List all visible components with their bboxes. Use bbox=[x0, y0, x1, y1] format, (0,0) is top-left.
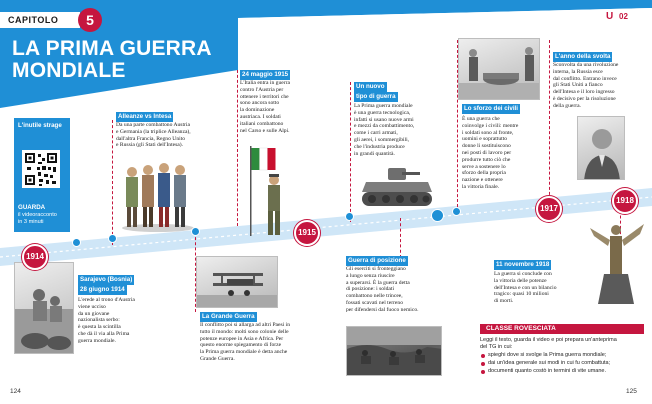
text-line: ottenere i territori che bbox=[240, 93, 289, 100]
text-line: gli aerei, i sommergibili, bbox=[354, 136, 410, 143]
alleanze-text bbox=[116, 122, 236, 149]
sarajevo-photo bbox=[14, 262, 74, 354]
connector-maggio bbox=[237, 70, 238, 226]
text-line: viene ucciso bbox=[78, 303, 106, 310]
text-line: questo enorme spiegamento di forze bbox=[200, 342, 282, 349]
grande-guerra-text bbox=[200, 322, 342, 363]
maggio-text bbox=[240, 80, 330, 134]
text-line: guerra mondiale. bbox=[78, 337, 116, 344]
alleanze-illustration bbox=[118, 152, 198, 232]
text-line: della guerra. bbox=[553, 102, 581, 109]
timeline-dot bbox=[345, 212, 354, 221]
soldiers-illustration-icon bbox=[118, 152, 198, 232]
text-line: italiani combattono bbox=[240, 120, 284, 127]
text-line: Gli eserciti si fronteggiano bbox=[346, 266, 406, 272]
text-line: nazionalista serbo: bbox=[78, 317, 120, 324]
qr-code[interactable] bbox=[22, 150, 60, 188]
unit-number: 02 bbox=[619, 12, 628, 21]
text-line: serve a sostenere lo bbox=[462, 163, 506, 170]
text-line: produrre tutto ciò che bbox=[462, 156, 511, 163]
monument-illustration bbox=[584, 214, 648, 304]
text-line: i soldati sono al fronte, bbox=[462, 129, 514, 136]
text-line: la Prima guerra mondiale è detta anche bbox=[200, 349, 288, 356]
text-line: interna, la Russia esce bbox=[553, 68, 603, 75]
tank-illustration bbox=[358, 164, 438, 214]
novembre-text bbox=[494, 271, 586, 305]
text-line: che l'industria produce bbox=[354, 143, 405, 150]
alleanze-tag: Alleanze vs Intesa bbox=[118, 113, 172, 120]
text-line: austriaca. I soldati bbox=[240, 113, 281, 120]
timeline-dot bbox=[431, 209, 444, 222]
text-line: gli Stati Uniti a fianco bbox=[553, 82, 603, 89]
text-line: La guerra si conclude con bbox=[494, 271, 552, 277]
workers-illustration-icon bbox=[459, 39, 540, 100]
portrait-icon bbox=[578, 117, 625, 180]
page-number-left: 124 bbox=[10, 388, 21, 395]
guarda-text-1: il videoracconto bbox=[18, 212, 57, 218]
timeline-dot bbox=[108, 234, 117, 243]
text-line: che dà il via alla Prima bbox=[78, 330, 130, 337]
text-line: di morti. bbox=[494, 298, 514, 305]
nuovo-tag-2: tipo di guerra bbox=[356, 93, 396, 100]
guarda-text-2: in 3 minuti bbox=[18, 219, 44, 225]
text-line: contro l'Austria per bbox=[240, 86, 284, 93]
soldier-flag-illustration bbox=[244, 140, 294, 240]
nuovo-text bbox=[354, 103, 450, 157]
text-line: nei posti di lavoro per bbox=[462, 149, 512, 156]
text-line: potenze europee in Asia e Africa. Per bbox=[200, 335, 284, 342]
civili-photo bbox=[458, 38, 540, 100]
biplane-illustration-icon bbox=[197, 257, 278, 308]
title-line-2: MONDIALE bbox=[12, 59, 126, 82]
classe-intro-2: del TG in cui: bbox=[480, 344, 513, 350]
text-line: È una guerra che bbox=[462, 116, 500, 122]
text-line: L'erede al trono d'Austria bbox=[78, 297, 135, 303]
page-number-right: 125 bbox=[626, 388, 637, 395]
text-line: è decisivo per la risoluzione bbox=[553, 95, 616, 102]
text-line: dell'Intesa e con un bilancio bbox=[494, 284, 557, 291]
classe-item: spieghi dove si svolge la Prima guerra mondiale; bbox=[488, 352, 607, 358]
sidebar-header: L'inutile strage bbox=[18, 122, 62, 129]
text-line: come i carri armati, bbox=[354, 130, 398, 137]
sarajevo-tag-1: Sarajevo (Bosnia) bbox=[80, 276, 133, 283]
text-line: per difendersi dal fuoco nemico. bbox=[346, 306, 419, 313]
text-line: dal conflitto. Entrano invece bbox=[553, 75, 617, 82]
tank-icon bbox=[358, 164, 438, 214]
unit-letter: U bbox=[606, 11, 614, 22]
timeline-dot bbox=[191, 227, 200, 236]
trench-photo bbox=[346, 326, 442, 376]
text-line: e Russia (gli Stati dell'Intesa). bbox=[116, 142, 184, 149]
qr-code-icon bbox=[22, 150, 60, 188]
novembre-tag: 11 novembre 1918 bbox=[496, 261, 550, 268]
text-line: la vittoria delle potenze bbox=[494, 277, 547, 284]
year-1915: 1915 bbox=[294, 220, 320, 246]
text-line: dall'altra Francia, Regno Unito bbox=[116, 135, 186, 142]
section-title: Il mondo in guerra bbox=[535, 14, 592, 21]
text-line: da un giovane bbox=[78, 310, 110, 317]
connector-1917 bbox=[549, 40, 550, 200]
victory-monument-icon bbox=[584, 214, 648, 304]
posizione-tag: Guerra di posizione bbox=[348, 257, 406, 264]
svolta-portrait bbox=[577, 116, 625, 180]
text-line: tragico: quasi 10 milioni bbox=[494, 291, 549, 298]
text-line: Grande Guerra. bbox=[200, 355, 235, 362]
title-line-1: LA PRIMA GUERRA bbox=[12, 37, 212, 60]
text-line: a superarsi. È la guerra detta bbox=[346, 279, 410, 286]
text-line: dell'Intesa e il loro ingresso bbox=[553, 89, 615, 96]
civili-tag: Lo sforzo dei civili bbox=[464, 105, 518, 112]
year-1918: 1918 bbox=[612, 188, 638, 214]
italian-soldier-icon bbox=[244, 140, 294, 240]
text-line: di posizione: i soldati bbox=[346, 286, 395, 293]
svolta-text bbox=[553, 62, 649, 110]
chapter-label: CAPITOLO bbox=[8, 15, 59, 25]
text-line: L'Italia entra in guerra bbox=[240, 80, 290, 86]
text-line: è una guerra tecnologica, bbox=[354, 109, 411, 116]
sarajevo-illustration-icon bbox=[15, 263, 74, 354]
text-line: infatti si usano nuove armi bbox=[354, 116, 414, 123]
text-line: sono ancora sotto bbox=[240, 100, 280, 107]
text-line: la vittoria finale. bbox=[462, 183, 500, 190]
grande-guerra-tag: La Grande Guerra bbox=[202, 313, 255, 320]
text-line: fossati scavati nel terreno bbox=[346, 299, 404, 306]
civili-text bbox=[462, 116, 548, 191]
svolta-tag: L'anno della svolta bbox=[555, 53, 611, 60]
guarda-label: GUARDA bbox=[18, 204, 46, 211]
text-line: Sconvolta da una rivoluzione bbox=[553, 62, 619, 68]
nuovo-tag-1: Un nuovo bbox=[356, 83, 385, 90]
bullet bbox=[481, 370, 485, 374]
text-line: a lungo senza riuscire bbox=[346, 272, 395, 279]
text-line: la dominazione bbox=[240, 107, 275, 114]
timeline-dot bbox=[452, 207, 461, 216]
grande-guerra-photo bbox=[196, 256, 278, 308]
classe-item: documenti quanto costò in termini di vite umane. bbox=[488, 368, 607, 374]
text-line: e Germania (la triplice Alleanza), bbox=[116, 128, 191, 135]
timeline-dot bbox=[72, 238, 81, 247]
text-line: e mezzi da combattimento, bbox=[354, 123, 415, 130]
connector-nuovo bbox=[350, 82, 351, 222]
maggio-tag: 24 maggio 1915 bbox=[242, 71, 289, 78]
year-1917: 1917 bbox=[536, 196, 562, 222]
text-line: è questa la scintilla bbox=[78, 324, 121, 331]
text-line: nel Carso e sulle Alpi. bbox=[240, 127, 290, 134]
text-line: La Prima guerra mondiale bbox=[354, 103, 413, 109]
text-line: Da una parte combattono Austria bbox=[116, 122, 190, 128]
video-sidebar bbox=[14, 118, 70, 232]
text-line: Il conflitto poi si allarga ad altri Paesi in bbox=[200, 322, 290, 328]
text-line: donne li sostituiscono bbox=[462, 143, 511, 150]
connector-alleanze bbox=[112, 120, 113, 245]
text-line: nazione e ottenere bbox=[462, 177, 503, 184]
sarajevo-text bbox=[78, 297, 188, 345]
bullet bbox=[481, 362, 485, 366]
text-line: tutto il mondo: molti sono colonie delle bbox=[200, 328, 289, 335]
trench-illustration-icon bbox=[347, 327, 442, 376]
classe-item: dai un'idea generale sui modi in cui fu combattuta; bbox=[488, 360, 611, 366]
text-line: sforzo della propria bbox=[462, 170, 506, 177]
text-line: in grandi quantità. bbox=[354, 150, 395, 157]
chapter-number: 5 bbox=[78, 8, 102, 32]
connector-posizione bbox=[400, 218, 401, 258]
classe-intro-1: Leggi il testo, guarda il video e poi prepara un'anteprima bbox=[480, 337, 617, 343]
year-1914: 1914 bbox=[22, 244, 48, 270]
text-line: combattono nelle trincee, bbox=[346, 293, 403, 300]
classe-header: CLASSE ROVESCIATA bbox=[486, 325, 556, 332]
text-line: coinvolge i civili: mentre bbox=[462, 122, 519, 129]
sarajevo-tag-2: 28 giugno 1914 bbox=[80, 286, 125, 293]
bullet bbox=[481, 354, 485, 358]
classe-rovesciata-box bbox=[480, 324, 644, 380]
text-line: uomini e soprattutto bbox=[462, 136, 508, 143]
posizione-text bbox=[346, 266, 470, 314]
